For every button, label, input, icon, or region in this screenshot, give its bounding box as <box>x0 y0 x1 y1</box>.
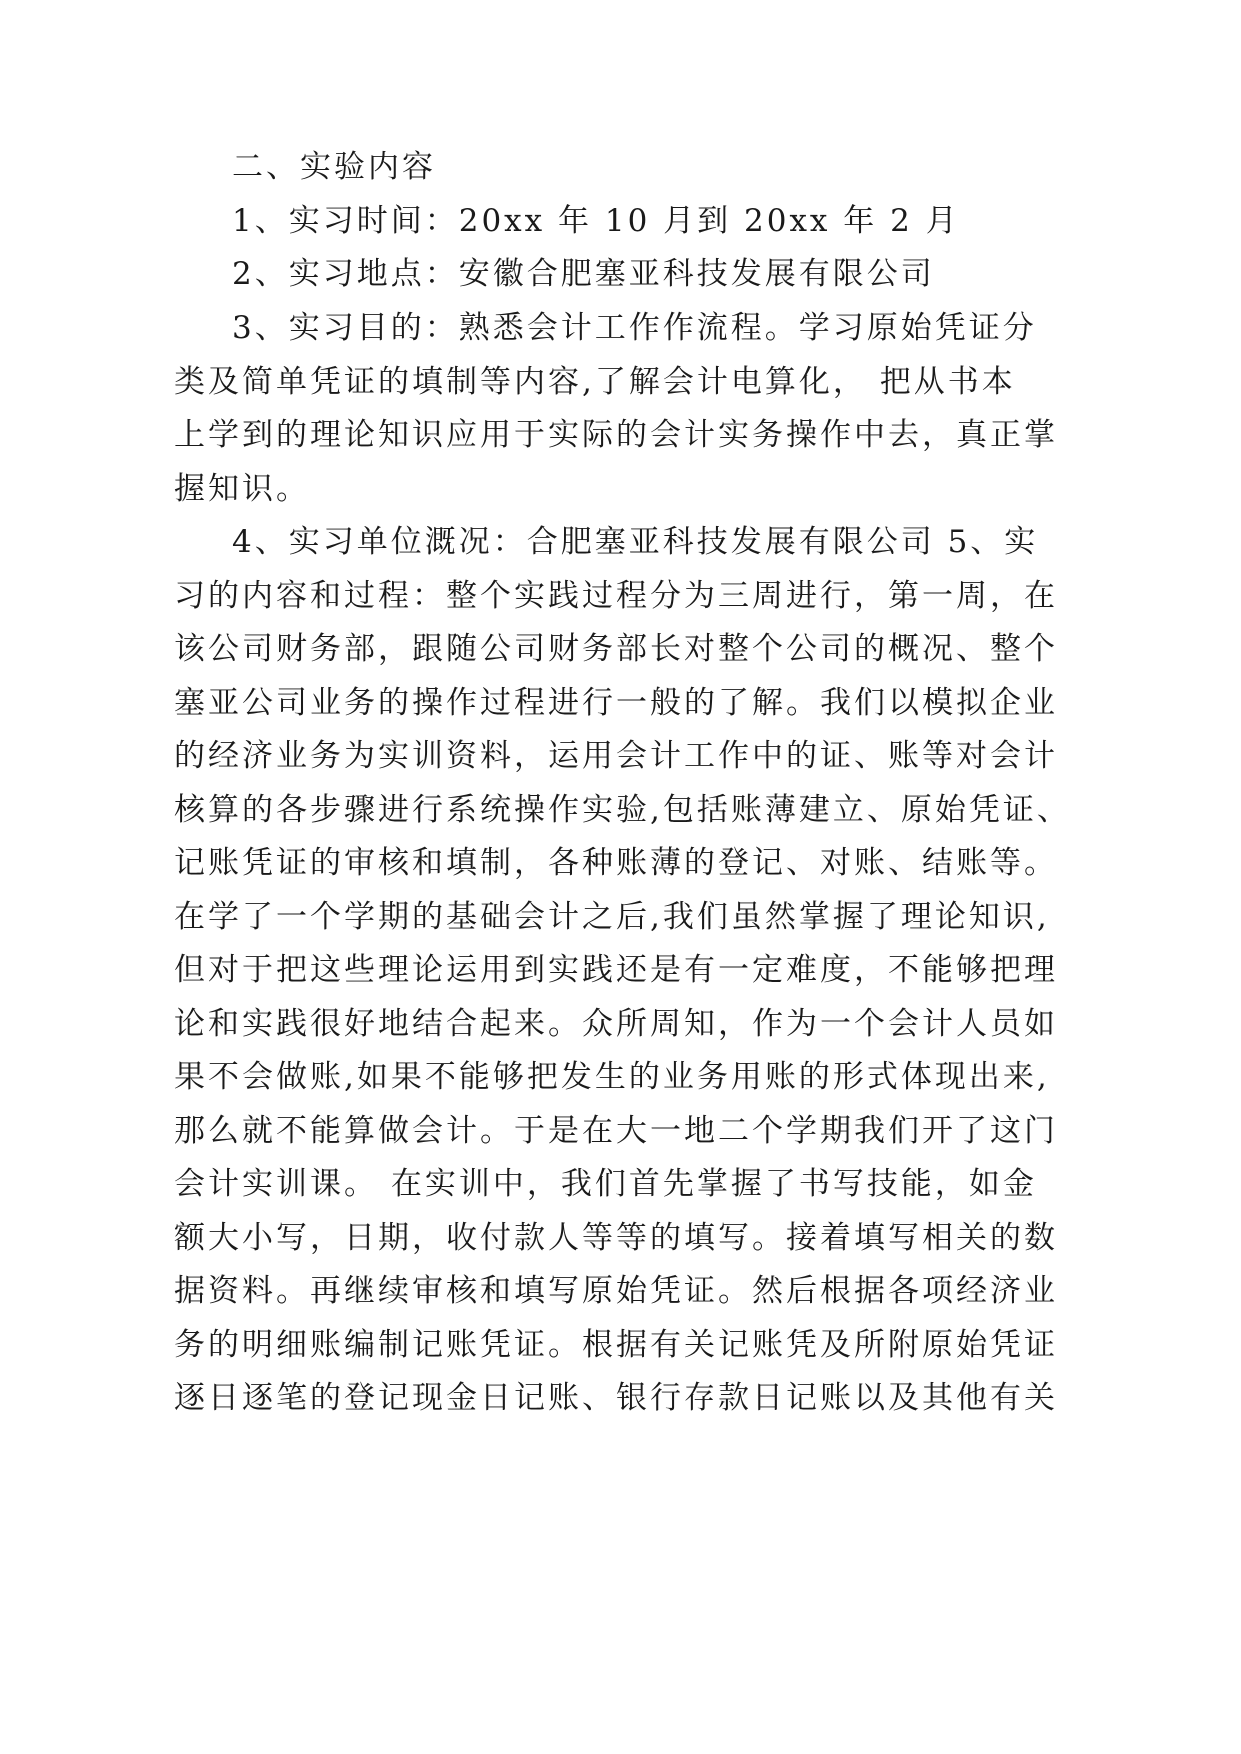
paragraph-line: 务的明细账编制记账凭证。根据有关记账凭及所附原始凭证 <box>174 1327 1058 1363</box>
paragraph-line: 逐日逐笔的登记现金日记账、银行存款日记账以及其他有关 <box>174 1380 1058 1416</box>
paragraph-line: 果不会做账,如果不能够把发生的业务用账的形式体现出来, <box>174 1059 1050 1095</box>
paragraph-line: 据资料。再继续审核和填写原始凭证。然后根据各项经济业 <box>174 1273 1058 1309</box>
section-heading: 二、实验内容 <box>232 149 436 185</box>
paragraph-line: 塞亚公司业务的操作过程进行一般的了解。我们以模拟企业 <box>174 685 1058 721</box>
paragraph-line: 在学了一个学期的基础会计之后,我们虽然掌握了理论知识, <box>174 899 1050 935</box>
paragraph-line: 会计实训课。 在实训中，我们首先掌握了书写技能，如金 <box>174 1166 1037 1202</box>
paragraph-line: 4、实习单位溉况：合肥塞亚科技发展有限公司 5、实 <box>232 524 1039 560</box>
paragraph-line: 论和实践很好地结合起来。众所周知，作为一个会计人员如 <box>174 1006 1058 1042</box>
paragraph-line: 习的内容和过程：整个实践过程分为三周进行，第一周，在 <box>174 578 1058 614</box>
paragraph-line: 该公司财务部，跟随公司财务部长对整个公司的概况、整个 <box>174 631 1058 667</box>
paragraph-line: 但对于把这些理论运用到实践还是有一定难度，不能够把理 <box>174 952 1058 988</box>
paragraph-line: 那么就不能算做会计。于是在大一地二个学期我们开了这门 <box>174 1113 1058 1149</box>
paragraph-line: 额大小写，日期，收付款人等等的填写。接着填写相关的数 <box>174 1220 1058 1256</box>
paragraph-line: 2、实习地点：安徽合肥塞亚科技发展有限公司 <box>232 256 935 292</box>
paragraph-line: 握知识。 <box>174 471 310 507</box>
paragraph-line: 记账凭证的审核和填制，各种账薄的登记、对账、结账等。 <box>174 845 1058 881</box>
paragraph-line: 3、实习目的：熟悉会计工作作流程。学习原始凭证分 <box>232 310 1037 346</box>
paragraph-line: 核算的各步骤进行系统操作实验,包括账薄建立、原始凭证、 <box>174 792 1071 828</box>
paragraph-line: 1、实习时间：20xx 年 10 月到 20xx 年 2 月 <box>232 203 960 239</box>
paragraph-line: 的经济业务为实训资料，运用会计工作中的证、账等对会计 <box>174 738 1058 774</box>
paragraph-line: 类及简单凭证的填制等内容,了解会计电算化， 把从书本 <box>174 364 1016 400</box>
paragraph-line: 上学到的理论知识应用于实际的会计实务操作中去，真正掌 <box>174 417 1058 453</box>
